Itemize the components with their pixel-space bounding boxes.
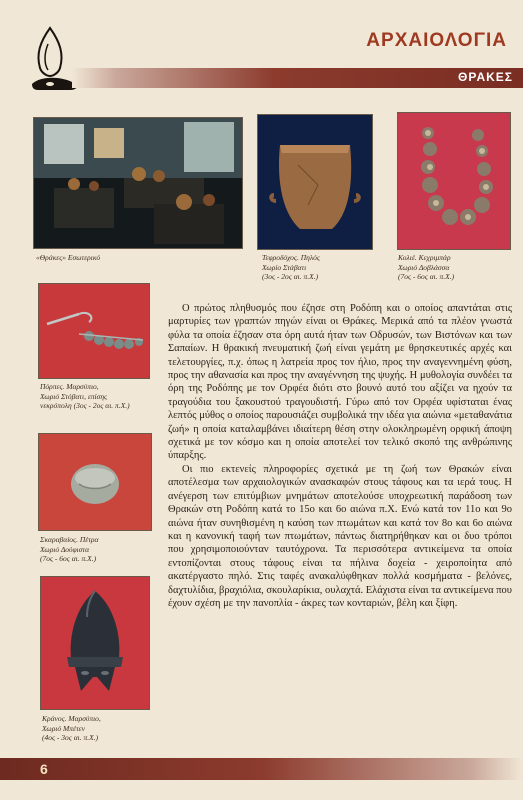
pot-photo xyxy=(257,114,373,250)
helmet-photo xyxy=(40,576,150,710)
caption-line: Κράνος. Μαρσύπιο, xyxy=(42,714,101,723)
caption-line: Τεφροδόχος. Πηλός xyxy=(262,253,320,262)
paragraph: Ο πρώτος πληθυσμός που έζησε στη Ροδόπη και ο οποίος απαντάται στις μαρτυρίες των γραπτών πηγών είναι οι Θράκες. Μερικά από τα πλέον γνωστά φύλα τα οποία έζησαν στα όρη αυτά ήταν των Οδρυσών, των Βιστόνων και των Σαπαίων. Η θρακική πνευματική ζωή είναι γεμάτη με θρησκευτικές αρχές και τελετουργίες, π.χ. όπως η λατρεία προς τον ήλιο, προς την αναγεννημένη φύση, προς την αθανασία και προς την αναγέννηση της ψυχής. Η μυθολογία συνδέει τα όρη της Ροδόπης με τον Ορφέα διότι στο βουνό αυτό του αξίζει να ηχούν τα τραγούδια του ξακουστού τραγουδιστή. Γύρω από τον Ορφέα υφίσταται ένας λεπτός μύθος ο οποίος παρουσιάζει συμβολικά την ιδέα για αιώνια «μεταθανάτια ζωή» η οποία καταλαμβάνει ιδιαίτερη θέση στην ολοκληρωμένη ορφική άποψη σχετικά με τον κόσμο και η οποία αποτελεί τον τελικό σκοπό της ανθρώπινης ύπαρξης. xyxy=(168,303,512,462)
exhibition-caption xyxy=(36,253,100,263)
exhibition-photo xyxy=(33,117,243,249)
helmet-caption xyxy=(42,714,101,743)
scarab-photo xyxy=(38,433,152,531)
necklace-caption xyxy=(398,253,454,282)
necklace-photo xyxy=(397,112,511,250)
caption-line: Σκαραβαίος. Πέτρα xyxy=(40,535,99,544)
caption-line: (7ος - 6ος αι. π.Χ.) xyxy=(398,272,455,281)
caption-line: Χωριό Δούφιστα xyxy=(40,544,90,554)
fibula-caption xyxy=(40,382,130,411)
section-band xyxy=(72,68,523,88)
caption-line: «Θράκες» Εσωτερικό xyxy=(36,253,101,262)
article-body xyxy=(168,302,512,610)
caption-line: Χωριό Δοβλάσσα xyxy=(398,262,450,272)
caption-line: (7ος - 6ος αι. π.Χ.) xyxy=(40,554,97,563)
scarab-caption xyxy=(40,535,98,564)
caption-line: Πόρπες. Μαρσύπιο, xyxy=(40,382,99,391)
caption-line: Χωριό Στόβατι, επίσης xyxy=(40,391,108,401)
caption-line: νεκρόπολη (3ος - 2ος αι. π.Χ.) xyxy=(40,401,130,410)
section-title: ΘΡΑΚΕΣ xyxy=(458,70,513,84)
page-number: 6 xyxy=(40,761,48,777)
page-title: ΑΡΧΑΙΟΛΟΓΙΑ xyxy=(366,30,507,51)
pot-caption xyxy=(262,253,320,282)
footer-band xyxy=(0,758,523,780)
caption-line: Κολιέ. Κεχριμπάρ xyxy=(398,253,451,262)
caption-line: Χωριό Μπέτεν xyxy=(42,723,85,733)
paragraph: Οι πιο εκτενείς πληροφορίες σχετικά με τη ζωή των Θρακών είναι αποτέλεσμα των αρχαιολογικών ανασκαφών στους τάφους και τα ιερά τους. Η ανέγερση των επιτύμβιων μνημάτων αποτελούσε υποχρεωτική παράδοση των Θρακών στη Ροδόπη κατά το 15ο και 6ο αιώνα π.Χ. Ενώ κατά τον 11ο και 9ο αιώνα ήταν συνηθισμένη η καύση των πτωμάτων και κατά τον 8ο και 6ο αιώνα και η κανονική ταφή των πτωμάτων, πάντως διατηρήθηκαν και οι δυο τρόποι που χρησιμοποιούνταν ταυτόχρονα. Τα περισσότερα αντικείμενα τα οποία εντοπίζονται στους τάφους είναι τα πήλινα δοχεία - χειροποίητα από ακατέργαστο πηλό. Στις ταφές ανακαλύφθηκαν πολλά κοσμήματα - βελόνες, δαχτυλίδια, βραχιόλια, σκουλαρίκια, ουλαχτά. Ελάχιστα είναι τα αντικείμενα που έχουν σχέση με την πανοπλία - άκρες των κονταριών, βέλη και ξίφη. xyxy=(168,463,512,609)
caption-line: (4ος - 3ος αι. π.Χ.) xyxy=(42,733,99,742)
caption-line: (3ος - 2ος αι. π.Χ.) xyxy=(262,272,319,281)
fibula-photo xyxy=(38,283,150,379)
caption-line: Χωρίο Στάβατι xyxy=(262,262,307,272)
